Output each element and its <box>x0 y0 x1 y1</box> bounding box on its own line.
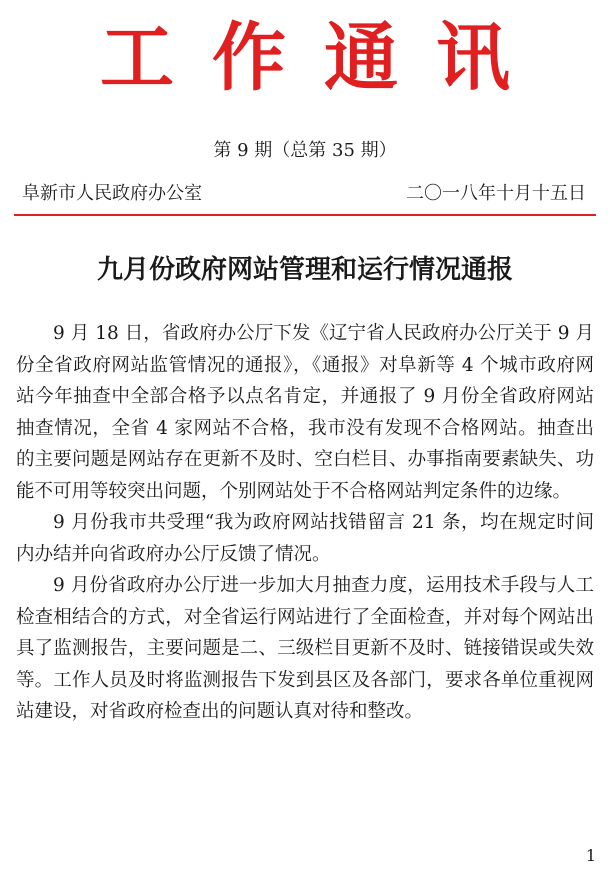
article-body <box>16 318 594 728</box>
issue-date: 二〇一八年十月十五日 <box>406 183 586 204</box>
issue-number: 第 9 期（总第 35 期） <box>213 140 397 161</box>
paragraph-3: 9 月份省政府办公厅进一步加大月抽查力度，运用技术手段与人工检查相结合的方式，对全省运行网站进行了全面检查，并对每个网站出具了监测报告，主要问题是二、三级栏目更新不及时、链接错误或失效等。工作人员及时将监测报告下发到县区及各部门，要求各单位重视网站建设，对省政府检查出的问题认真对待和整改。 <box>16 575 594 722</box>
paragraph-2: 9 月份我市共受理“我为政府网站找错留言 21 条，均在规定时间内办结并向省政府办公厅反馈了情况。 <box>16 512 594 565</box>
masthead-title: 工作通讯 <box>100 15 548 101</box>
header-divider <box>14 214 596 216</box>
page-number: 1 <box>585 846 596 865</box>
paragraph-1: 9 月 18 日，省政府办公厅下发《辽宁省人民政府办公厅关于 9 月份全省政府网站监管情况的通报》，《通报》对阜新等 4 个城市政府网站今年抽查中全部合格予以点名肯定，并通报了 9 月份全省政府网站抽查情况，全省 4 家网站不合格，我市没有发现不合格网站。抽查出的主要问题是网站存在更新不及时、空白栏目、办事指南要素缺失、功能不可用等较突出问题，个别网站处于不合格网站判定条件的边缘。 <box>16 323 594 502</box>
issuer-name: 阜新市人民政府办公室 <box>22 183 202 204</box>
header-meta-row <box>22 180 586 208</box>
article-title: 九月份政府网站管理和运行情况通报 <box>96 255 513 285</box>
